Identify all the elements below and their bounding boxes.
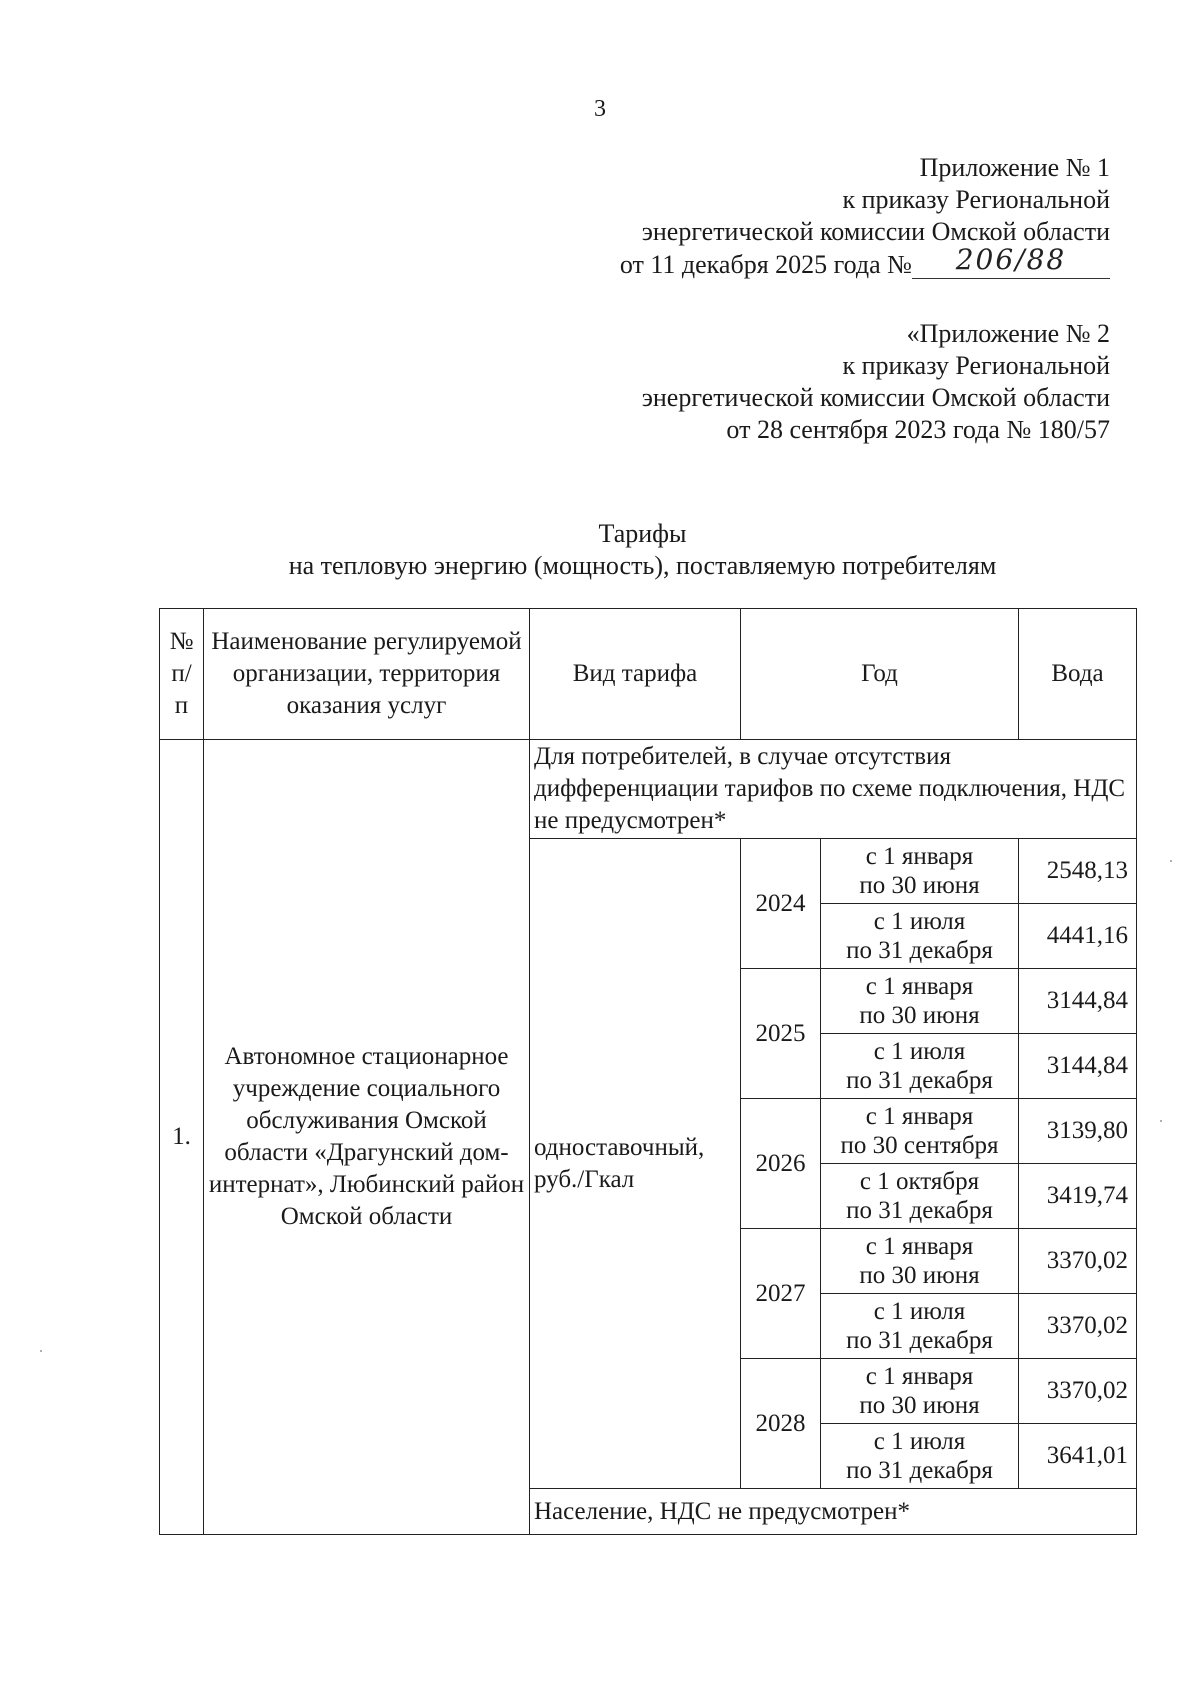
handwritten-order-number: 206/88: [955, 243, 1067, 276]
period-to: по 31 декабря: [846, 1197, 993, 1224]
title-sub: на тепловую энергию (мощность), поставляемую потребителям: [288, 551, 997, 580]
scan-speck: [1170, 860, 1172, 862]
header-water: Вода: [1019, 609, 1137, 740]
appendix-1-line3: энергетической комиссии Омской области: [641, 217, 1110, 246]
period-from: с 1 января: [865, 973, 974, 1000]
water-tariff-value: 3370,02: [1019, 1359, 1137, 1424]
appendix-1-title: Приложение № 1: [919, 153, 1110, 182]
header-organization: Наименование регулируемой организации, территория оказания услуг: [204, 609, 530, 740]
title-main: Тарифы: [598, 519, 687, 548]
tariff-table: [159, 608, 1137, 1535]
appendix-1-line2: к приказу Региональной: [842, 185, 1110, 214]
water-tariff-value: 3144,84: [1019, 969, 1137, 1034]
header-tariff-type: Вид тарифа: [530, 609, 741, 740]
appendix-2-title: «Приложение № 2: [906, 319, 1110, 348]
period-to: по 30 июня: [859, 1392, 980, 1419]
header-num: № п/ п: [160, 609, 204, 740]
water-tariff-value: 4441,16: [1019, 904, 1137, 969]
period-from: с 1 июля: [873, 1428, 966, 1455]
period-cell: [821, 1294, 1019, 1359]
year-cell: 2028: [741, 1359, 821, 1489]
period-to: по 30 июня: [859, 1262, 980, 1289]
period-from: с 1 января: [865, 843, 974, 870]
period-cell: [821, 1099, 1019, 1164]
appendix-1-header: [620, 152, 1110, 281]
appendix-2-header: [642, 318, 1110, 446]
water-tariff-value: 3139,80: [1019, 1099, 1137, 1164]
organization-cell: Автономное стационарное учреждение социального обслуживания Омской области «Драгунский дом-интернат», Любинский район Омской области: [204, 740, 530, 1535]
document-title: [0, 518, 1200, 582]
period-cell: [821, 969, 1019, 1034]
appendix-2-line3: энергетической комиссии Омской области: [641, 383, 1110, 412]
period-cell: [821, 904, 1019, 969]
period-from: с 1 января: [865, 1363, 974, 1390]
order-number-field: [912, 243, 1110, 279]
year-cell: 2024: [741, 839, 821, 969]
period-to: по 31 декабря: [846, 1067, 993, 1094]
period-from: с 1 января: [865, 1233, 974, 1260]
year-cell: 2027: [741, 1229, 821, 1359]
header-year: Год: [741, 609, 1019, 740]
appendix-1-date-line: [619, 243, 1110, 281]
period-to: по 31 декабря: [846, 1457, 993, 1484]
period-to: по 30 июня: [859, 1002, 980, 1029]
water-tariff-value: 3641,01: [1019, 1424, 1137, 1489]
group-label-population: Население, НДС не предусмотрен*: [530, 1489, 1137, 1535]
period-from: с 1 октября: [859, 1168, 980, 1195]
water-tariff-value: 3370,02: [1019, 1294, 1137, 1359]
period-to: по 30 сентября: [840, 1132, 999, 1159]
period-cell: [821, 1229, 1019, 1294]
period-to: по 30 июня: [859, 872, 980, 899]
appendix-1-date: от 11 декабря 2025 года №: [619, 250, 912, 279]
water-tariff-value: 3370,02: [1019, 1229, 1137, 1294]
row-number: 1.: [160, 740, 204, 1535]
table-header-row: [160, 609, 1137, 740]
page-number: 3: [594, 96, 606, 122]
period-cell: [821, 839, 1019, 904]
period-from: с 1 июля: [873, 1038, 966, 1065]
period-cell: [821, 1359, 1019, 1424]
appendix-2-date: от 28 сентября 2023 года № 180/57: [726, 415, 1110, 444]
year-cell: 2025: [741, 969, 821, 1099]
period-from: с 1 января: [865, 1103, 974, 1130]
water-tariff-value: 3144,84: [1019, 1034, 1137, 1099]
scan-speck: [1160, 1120, 1162, 1122]
group-label-consumers: Для потребителей, в случае отсутствия дифференциации тарифов по схеме подключения, НДС не предусмотрен*: [530, 740, 1137, 839]
appendix-2-line2: к приказу Региональной: [842, 351, 1110, 380]
year-cell: 2026: [741, 1099, 821, 1229]
water-tariff-value: 3419,74: [1019, 1164, 1137, 1229]
period-from: с 1 июля: [873, 1298, 966, 1325]
period-cell: [821, 1164, 1019, 1229]
tariff-type-cell: одноставочный, руб./Гкал: [530, 839, 741, 1489]
period-cell: [821, 1424, 1019, 1489]
water-tariff-value: 2548,13: [1019, 839, 1137, 904]
period-from: с 1 июля: [873, 908, 966, 935]
period-to: по 31 декабря: [846, 937, 993, 964]
scan-speck: [40, 1350, 42, 1352]
period-cell: [821, 1034, 1019, 1099]
period-to: по 31 декабря: [846, 1327, 993, 1354]
